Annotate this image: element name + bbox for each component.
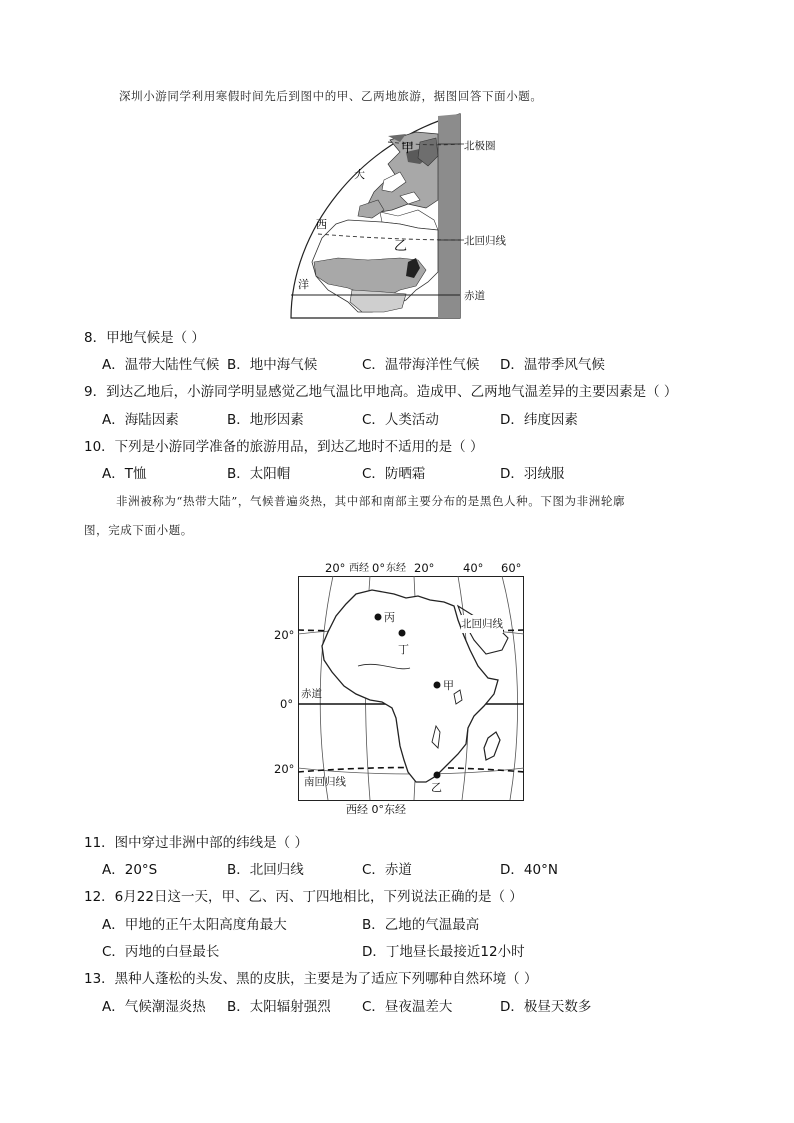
q13-option-d[interactable]: D．极昼天数多	[500, 999, 592, 1015]
q8-option-b[interactable]: B．地中海气候	[227, 357, 318, 373]
q10-stem: 10．下列是小游同学准备的旅游用品，到达乙地时不适用的是（ ）	[84, 439, 484, 455]
q8-stem: 8．甲地气候是（ ）	[84, 330, 205, 346]
intro-paragraph-1: 深圳小游同学利用寒假时间先后到图中的甲、乙两地旅游，据图回答下面小题。	[119, 89, 543, 103]
map1-label-yang: 洋	[298, 278, 309, 291]
q9-option-c[interactable]: C．人类活动	[362, 412, 439, 428]
q12-stem: 12．6月22日这一天，甲、乙、丙、丁四地相比，下列说法正确的是（ ）	[84, 889, 523, 905]
point-yi	[434, 772, 441, 779]
top-tick-20w: 20°	[325, 561, 346, 575]
map1-arctic-label: 北极圈	[464, 140, 496, 152]
label-bing: 丙	[384, 611, 395, 624]
q13-stem: 13．黑种人蓬松的头发、黑的皮肤，主要是为了适应下列哪种自然环境（ ）	[84, 971, 538, 987]
q10-option-b[interactable]: B．太阳帽	[227, 466, 291, 482]
point-bing	[375, 614, 382, 621]
map1-label-da: 大	[354, 168, 365, 181]
top-tick-east: 东经	[386, 563, 406, 574]
intro-paragraph-2b: 图，完成下面小题。	[84, 523, 193, 537]
q12-option-d[interactable]: D．丁地昼长最接近12小时	[362, 944, 525, 960]
label-ding: 丁	[398, 643, 409, 656]
equator-label: 赤道	[301, 688, 322, 700]
q13-option-a[interactable]: A．气候潮湿炎热	[102, 999, 206, 1015]
q9-option-d[interactable]: D．纬度因素	[500, 412, 578, 428]
q10-option-d[interactable]: D．羽绒服	[500, 466, 565, 482]
top-tick-0: 0°	[372, 561, 386, 575]
map1-tropic-label: 北回归线	[464, 235, 506, 247]
map1-label-jia: 甲	[401, 141, 415, 156]
label-jia: 甲	[443, 679, 454, 692]
top-tick-west: 西经	[349, 563, 369, 574]
q8-option-a[interactable]: A．温带大陆性气候	[102, 357, 220, 373]
q12-option-b[interactable]: B．乙地的气温最高	[362, 917, 480, 933]
map-europe-africa	[288, 112, 464, 322]
africa-map	[274, 559, 528, 817]
q12-option-c[interactable]: C．丙地的白昼最长	[102, 944, 220, 960]
map2-bottom-label: 西经 0°东经	[346, 803, 406, 816]
left-tick-20n: 20°	[274, 628, 295, 642]
left-tick-20s: 20°	[274, 762, 295, 776]
map1-label-xi: 西	[316, 218, 327, 231]
q12-option-a[interactable]: A．甲地的正午太阳高度角最大	[102, 917, 287, 933]
left-tick-0: 0°	[280, 697, 294, 711]
q13-option-c[interactable]: C．昼夜温差大	[362, 999, 453, 1015]
point-jia	[434, 682, 441, 689]
africa-map-svg	[298, 576, 528, 802]
q9-option-a[interactable]: A．海陆因素	[102, 412, 179, 428]
top-tick-20e: 20°	[414, 561, 435, 575]
q8-option-d[interactable]: D．温带季风气候	[500, 357, 605, 373]
point-ding	[399, 630, 406, 637]
q10-option-a[interactable]: A．T恤	[102, 466, 147, 482]
top-tick-40e: 40°	[463, 561, 484, 575]
q11-option-c[interactable]: C．赤道	[362, 862, 412, 878]
q11-option-b[interactable]: B．北回归线	[227, 862, 304, 878]
q8-option-c[interactable]: C．温带海洋性气候	[362, 357, 480, 373]
q11-option-a[interactable]: A．20°S	[102, 862, 158, 878]
top-tick-60e: 60°	[501, 561, 522, 575]
tropic-of-cancer-label: 北回归线	[461, 615, 503, 633]
q11-stem: 11．图中穿过非洲中部的纬线是（ ）	[84, 835, 308, 851]
tropic-of-capricorn-label: 南回归线	[304, 776, 346, 788]
q9-stem: 9．到达乙地后，小游同学明显感觉乙地气温比甲地高。造成甲、乙两地气温差异的主要因素是（ ）	[84, 384, 678, 400]
q10-option-c[interactable]: C．防晒霜	[362, 466, 426, 482]
q13-option-b[interactable]: B．太阳辐射强烈	[227, 999, 331, 1015]
intro-paragraph-2a: 非洲被称为“热带大陆”，气候普遍炎热，其中部和南部主要分布的是黑色人种。下图为非洲轮廓	[116, 494, 626, 508]
label-yi: 乙	[431, 781, 442, 794]
q11-option-d[interactable]: D．40°N	[500, 862, 558, 878]
q9-option-b[interactable]: B．地形因素	[227, 412, 304, 428]
map1-label-yi: 乙	[394, 239, 408, 254]
map1-equator-label: 赤道	[464, 290, 485, 302]
